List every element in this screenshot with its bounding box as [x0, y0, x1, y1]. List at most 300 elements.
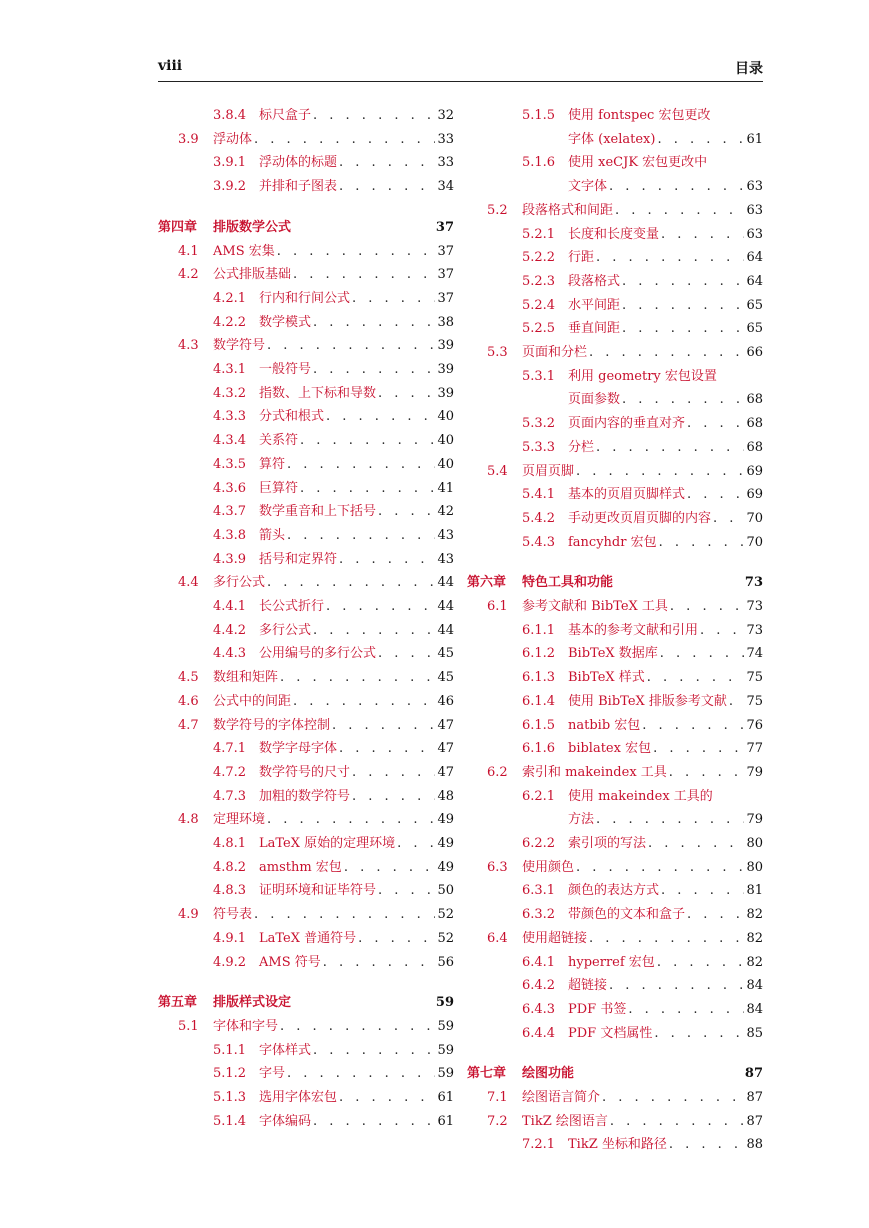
- toc-entry-title: 数学字母字体: [259, 741, 338, 757]
- toc-entry-title: 字体样式: [259, 1042, 312, 1058]
- toc-entry-number: 4.4: [178, 575, 199, 591]
- toc-entry-number: 4.2: [178, 267, 199, 283]
- toc-entry-number: 5.1.3: [213, 1090, 247, 1105]
- toc-entry-title: 箭头: [259, 527, 286, 543]
- toc-entry-title: 索引和 makeindex 工具: [522, 764, 667, 780]
- dot-leader: [339, 737, 435, 761]
- toc-entry-page: 37: [437, 290, 454, 306]
- toc-entry-title: 参考文献和 BibTeX 工具: [522, 599, 668, 614]
- dot-leader: [339, 1086, 435, 1110]
- dot-leader: [254, 903, 435, 927]
- dot-leader: [596, 246, 744, 270]
- dot-leader: [378, 500, 435, 524]
- toc-entry-number: 4.3.1: [213, 362, 247, 377]
- toc-entry-title: 数学符号的字体控制: [213, 717, 331, 733]
- toc-entry-title: 并排和子图表: [259, 179, 338, 195]
- toc-entry-title: 证明环境和证毕符号: [259, 883, 377, 899]
- toc-entry-title: 使用 fontspec 宏包更改: [568, 108, 711, 123]
- toc-entry-number: 5.3.2: [522, 416, 556, 432]
- toc-entry-title: 使用 makeindex 工具的: [568, 788, 713, 804]
- toc-entry-page: 38: [437, 314, 454, 330]
- toc-entry-number: 5.2: [487, 202, 508, 218]
- toc-entry-number: 6.4: [487, 930, 508, 946]
- toc-entry-title: 一般符号: [259, 362, 312, 377]
- toc-entry-number: 4.4.3: [213, 646, 247, 662]
- toc-entry-page: 63: [746, 202, 763, 218]
- toc-entry-page: 65: [746, 297, 763, 313]
- dot-leader: [687, 903, 744, 927]
- toc-entry-title: 公式排版基础: [213, 267, 292, 283]
- dot-leader: [647, 666, 745, 690]
- toc-entry-page: 80: [746, 859, 763, 875]
- toc-entry-number: 6.3.1: [522, 883, 556, 899]
- dot-leader: [378, 642, 435, 666]
- toc-entry-title: 加粗的数学符号: [259, 788, 351, 804]
- toc-entry-title: 行内和行间公式: [259, 290, 351, 306]
- dot-leader: [378, 879, 435, 903]
- dot-leader: [687, 412, 744, 436]
- dot-leader: [628, 998, 744, 1022]
- toc-entry-title: BibTeX 数据库: [568, 646, 658, 662]
- toc-entry-number: 5.2.4: [522, 297, 556, 313]
- toc-entry-number: 4.3.8: [213, 527, 247, 543]
- toc-entry-title: 利用 geometry 宏包设置: [568, 368, 717, 384]
- toc-entry-page: 59: [437, 1042, 454, 1058]
- toc-entry-title: 段落格式: [568, 273, 621, 289]
- toc-entry-page: 70: [746, 510, 763, 526]
- toc-entry-title: TikZ 坐标和路径: [568, 1137, 667, 1153]
- dot-leader: [609, 974, 744, 998]
- toc-entry-number: 4.4.2: [213, 622, 247, 638]
- toc-entry-number: 5.1.5: [522, 108, 556, 123]
- toc-entry-page: 61: [746, 131, 763, 147]
- toc-entry-title: BibTeX 样式: [568, 670, 645, 686]
- dot-leader: [661, 223, 744, 247]
- toc-entry-number: 6.4.1: [522, 954, 556, 970]
- toc-entry-number: 6.4.4: [522, 1025, 556, 1041]
- dot-leader: [657, 128, 744, 152]
- dot-leader: [313, 311, 435, 335]
- toc-entry-title: 数学重音和上下括号: [259, 504, 377, 520]
- toc-entry-number: 4.8.2: [213, 859, 247, 875]
- toc-entry-title: 括号和定界符: [259, 551, 338, 567]
- toc-entry-page: 39: [437, 338, 454, 354]
- toc-entry-title: 使用 BibTeX 排版参考文献: [568, 693, 727, 709]
- toc-entry-page: 70: [746, 534, 763, 550]
- toc-entry-page: 63: [746, 226, 763, 242]
- toc-entry-page: 50: [437, 883, 454, 899]
- toc-entry-number: 7.2.1: [522, 1137, 556, 1153]
- toc-entry-title: 字体编码: [259, 1113, 312, 1129]
- toc-entry-page: 79: [746, 764, 763, 780]
- toc-entry-page: 47: [437, 741, 454, 757]
- toc-entry-title: 索引项的写法: [568, 836, 647, 851]
- toc-entry-number: 第四章: [158, 219, 198, 235]
- toc-entry-number: 4.5: [178, 670, 199, 686]
- toc-entry-title: TikZ 绘图语言: [522, 1113, 608, 1129]
- toc-entry-title: 页面内容的垂直对齐: [568, 416, 686, 432]
- toc-entry-title: 绘图功能: [522, 1066, 575, 1082]
- dot-leader: [293, 263, 435, 287]
- toc-entry-number: 4.3.6: [213, 480, 247, 496]
- toc-entry-page: 87: [746, 1113, 763, 1129]
- dot-leader: [287, 453, 435, 477]
- toc-entry-number: 4.4.1: [213, 599, 247, 614]
- dot-leader: [660, 642, 745, 666]
- toc-entry-number: 6.1.1: [522, 622, 556, 638]
- toc-entry-page: 49: [437, 812, 454, 828]
- dot-leader: [326, 405, 435, 429]
- toc-entry-page: 66: [746, 345, 763, 360]
- toc-entry-title: 基本的页眉页脚样式: [568, 487, 686, 503]
- dot-leader: [300, 477, 435, 501]
- toc-entry-title: 字体和字号: [213, 1018, 279, 1034]
- toc-entry-title: 浮动体: [213, 131, 253, 147]
- dot-leader: [339, 548, 435, 572]
- toc-entry-title: 排版数学公式: [213, 219, 292, 235]
- dot-leader: [648, 832, 744, 856]
- dot-leader: [687, 483, 744, 507]
- toc-entry-page: 37: [437, 243, 454, 259]
- toc-entry-title: 字体 (xelatex): [568, 131, 656, 147]
- dot-leader: [622, 317, 744, 341]
- toc-entry-page: 44: [437, 622, 454, 638]
- toc-entry-number: 第七章: [467, 1066, 507, 1082]
- toc-entry-page: 52: [437, 907, 454, 923]
- toc-entry-number: 第六章: [467, 575, 507, 591]
- toc-entry-number: 6.2: [487, 764, 508, 780]
- dot-leader: [596, 808, 744, 832]
- toc-entry-page: 40: [437, 409, 454, 425]
- toc-entry-number: 4.1: [178, 243, 199, 259]
- toc-entry-page: 41: [437, 480, 454, 496]
- toc-entry-page: 81: [746, 883, 763, 899]
- toc-entry-number: 5.2.3: [522, 273, 556, 289]
- dot-leader: [669, 1133, 745, 1157]
- toc-entry-title: 段落格式和间距: [522, 202, 614, 218]
- toc-entry-title: 数组和矩阵: [213, 670, 279, 686]
- toc-entry-page: 82: [746, 954, 763, 970]
- toc-entry-title: 浮动体的标题: [259, 155, 338, 171]
- toc-entry-page: 74: [746, 646, 763, 662]
- toc-entry-page: 56: [437, 954, 454, 970]
- dot-leader: [267, 334, 435, 358]
- dot-leader: [653, 737, 744, 761]
- toc-entry-page: 75: [746, 693, 763, 709]
- dot-leader: [609, 175, 744, 199]
- toc-entry-page: 87: [744, 1066, 763, 1082]
- toc-entry-title: 基本的参考文献和引用: [568, 622, 699, 638]
- toc-entry-number: 6.1.4: [522, 693, 556, 709]
- dot-leader: [300, 429, 435, 453]
- toc-entry-title: 页眉页脚: [522, 463, 575, 479]
- toc-entry-number: 4.3.5: [213, 456, 247, 472]
- toc-entry-page: 37: [437, 267, 454, 283]
- toc-entry-number: 5.1.4: [213, 1113, 247, 1129]
- toc-entry-page: 64: [746, 250, 763, 266]
- running-title: 目录: [735, 61, 763, 77]
- toc-entry-number: 6.3: [487, 859, 508, 875]
- toc-entry-number: 6.1.3: [522, 670, 556, 686]
- toc-entry-number: 6.2.1: [522, 788, 556, 804]
- toc-entry-number: 3.8.4: [213, 108, 247, 123]
- toc-entry-page: 45: [437, 646, 454, 662]
- toc-entry-title: 特色工具和功能: [522, 575, 614, 591]
- toc-entry-title: 排版样式设定: [213, 995, 292, 1011]
- toc-entry-page: 33: [437, 131, 454, 147]
- dot-leader: [352, 785, 435, 809]
- toc-entry-title: 多行公式: [259, 622, 312, 638]
- toc-entry-page: 76: [746, 717, 763, 733]
- toc-entry-number: 4.8.3: [213, 883, 247, 899]
- toc-entry-title: 使用 xeCJK 宏包更改中: [568, 155, 708, 171]
- toc-entry-page: 40: [437, 433, 454, 449]
- toc-entry-page: 87: [746, 1090, 763, 1105]
- dot-leader: [669, 761, 745, 785]
- toc-entry-title: 页面和分栏: [522, 345, 588, 360]
- toc-entry-page: 52: [437, 930, 454, 946]
- toc-entry-page: 69: [746, 487, 763, 503]
- dot-leader: [576, 856, 744, 880]
- toc-entry-page: 43: [437, 527, 454, 543]
- toc-entry-title: fancyhdr 宏包: [568, 534, 657, 550]
- toc-entry-title: LaTeX 原始的定理环境: [259, 836, 396, 851]
- page-number-label: viii: [158, 58, 183, 74]
- dot-leader: [313, 358, 435, 382]
- toc-entry-page: 61: [437, 1113, 454, 1129]
- dot-leader: [610, 1110, 745, 1134]
- dot-leader: [622, 294, 744, 318]
- dot-leader: [657, 951, 745, 975]
- dot-leader: [615, 199, 744, 223]
- toc-entry-title: 手动更改页眉页脚的内容: [568, 510, 712, 526]
- toc-entry-number: 5.1.6: [522, 155, 556, 171]
- dot-leader: [287, 1062, 435, 1086]
- toc-entry-page: 84: [746, 978, 763, 994]
- dot-leader: [670, 595, 745, 619]
- dot-leader: [596, 436, 744, 460]
- toc-entry-number: 6.1.6: [522, 741, 556, 757]
- toc-entry-title: 字号: [259, 1066, 286, 1082]
- toc-entry-title: 符号表: [213, 907, 253, 923]
- toc-entry-page: 68: [746, 439, 763, 455]
- toc-entry-page: 48: [437, 788, 454, 804]
- toc-entry-number: 5.1.1: [213, 1042, 247, 1058]
- dot-leader: [287, 524, 435, 548]
- toc-entry-number: 4.6: [178, 693, 199, 709]
- dot-leader: [352, 761, 435, 785]
- toc-entry-page: 45: [437, 670, 454, 686]
- toc-entry-title: 带颜色的文本和盒子: [568, 907, 686, 923]
- dot-leader: [313, 619, 435, 643]
- toc-entry-page: 88: [746, 1137, 763, 1153]
- toc-entry-page: 79: [746, 812, 763, 828]
- toc-entry-page: 73: [746, 622, 763, 638]
- toc-entry-title: 数学符号: [213, 338, 266, 354]
- dot-leader: [339, 175, 435, 199]
- dot-leader: [267, 808, 435, 832]
- toc-entry-title: PDF 文档属性: [568, 1025, 653, 1041]
- toc-entry-page: 63: [746, 179, 763, 195]
- toc-entry-page: 37: [435, 219, 454, 235]
- toc-entry-title: 页面参数: [568, 392, 621, 408]
- toc-entry-page: 44: [437, 575, 454, 591]
- toc-entry-page: 64: [746, 273, 763, 289]
- toc-entry-number: 3.9.1: [213, 155, 247, 171]
- dot-leader: [661, 879, 744, 903]
- dot-leader: [352, 287, 435, 311]
- toc-entry-number: 5.1.2: [213, 1066, 247, 1082]
- toc-entry-title: 分式和根式: [259, 409, 325, 425]
- dot-leader: [378, 382, 435, 406]
- dot-leader: [326, 595, 435, 619]
- toc-entry-number: 5.3: [487, 345, 508, 360]
- toc-entry-number: 3.9: [178, 131, 199, 147]
- toc-entry-number: 4.3.2: [213, 385, 247, 401]
- toc-entry-page: 73: [744, 575, 763, 591]
- toc-entry-number: 5.4.1: [522, 487, 556, 503]
- toc-entry-title: PDF 书签: [568, 1001, 627, 1017]
- toc-entry-page: 42: [437, 504, 454, 520]
- toc-entry-number: 6.4.3: [522, 1001, 556, 1017]
- toc-entry-number: 4.3.9: [213, 551, 247, 567]
- toc-entry-number: 4.3.4: [213, 433, 247, 449]
- toc-entry-number: 4.7: [178, 717, 199, 733]
- toc-entry-title: 标尺盒子: [259, 108, 312, 123]
- toc-entry-number: 4.8: [178, 812, 199, 828]
- toc-entry-page: 68: [746, 392, 763, 408]
- dot-leader: [277, 240, 436, 264]
- dot-leader: [323, 951, 436, 975]
- dot-leader: [729, 690, 745, 714]
- toc-entry-number: 4.3.3: [213, 409, 247, 425]
- dot-leader: [332, 714, 435, 738]
- dot-leader: [280, 666, 435, 690]
- toc-entry-page: 46: [437, 693, 454, 709]
- toc-entry-page: 44: [437, 599, 454, 614]
- toc-entry-page: 77: [746, 741, 763, 757]
- toc-entry-number: 4.3.7: [213, 504, 247, 520]
- toc-entry-title: LaTeX 普通符号: [259, 930, 357, 946]
- toc-entry-page: 49: [437, 859, 454, 875]
- toc-entry-title: 数学符号的尺寸: [259, 764, 351, 780]
- toc-entry-number: 5.3.3: [522, 439, 556, 455]
- toc-entry-number: 4.3: [178, 338, 199, 354]
- toc-entry-page: 73: [746, 599, 763, 614]
- toc-entry-number: 4.7.1: [213, 741, 247, 757]
- toc-entry-number: 6.1.2: [522, 646, 556, 662]
- toc-entry-title: 公用编号的多行公式: [259, 646, 377, 662]
- toc-entry-page: 69: [746, 463, 763, 479]
- toc-entry-number: 6.1.5: [522, 717, 556, 733]
- dot-leader: [659, 531, 745, 555]
- dot-leader: [397, 832, 435, 856]
- toc-entry-title: 关系符: [259, 433, 299, 449]
- dot-leader: [344, 856, 436, 880]
- dot-leader: [358, 927, 435, 951]
- toc-entry-number: 第五章: [158, 995, 198, 1011]
- toc-entry-page: 68: [746, 416, 763, 432]
- toc-entry-number: 4.9: [178, 907, 199, 923]
- toc-entry-title: hyperref 宏包: [568, 954, 655, 970]
- toc-entry-number: 5.2.2: [522, 250, 556, 266]
- toc-entry-number: 4.7.3: [213, 788, 247, 804]
- toc-entry-title: 指数、上下标和导数: [259, 385, 377, 401]
- toc-entry-title: 分栏: [568, 439, 595, 455]
- toc-entry-title: 文字体: [568, 179, 608, 195]
- toc-entry-page: 32: [437, 108, 454, 123]
- toc-entry-title: 水平间距: [568, 297, 621, 313]
- dot-leader: [254, 128, 435, 152]
- toc-entry-title: 垂直间距: [568, 321, 621, 337]
- toc-entry-page: 85: [746, 1025, 763, 1041]
- toc-entry-page: 75: [746, 670, 763, 686]
- toc-entry-title: amsthm 宏包: [259, 859, 342, 875]
- toc-entry-number: 3.9.2: [213, 179, 247, 195]
- toc-entry-title: 超链接: [568, 978, 608, 994]
- toc-entry-page: 84: [746, 1001, 763, 1017]
- toc-entry-page: 39: [437, 385, 454, 401]
- toc-entry-title: 多行公式: [213, 575, 266, 591]
- toc-entry-page: 65: [746, 321, 763, 337]
- toc-entry-title: 巨算符: [259, 480, 299, 496]
- toc-entry-number: 6.3.2: [522, 907, 556, 923]
- toc-entry-title: 颜色的表达方式: [568, 883, 660, 899]
- page-header: [158, 55, 763, 82]
- toc-entry-number: 5.4.2: [522, 510, 556, 526]
- toc-entry-page: 47: [437, 764, 454, 780]
- toc-entry-title: 长度和长度变量: [568, 226, 660, 242]
- dot-leader: [313, 104, 435, 128]
- dot-leader: [576, 460, 744, 484]
- toc-entry-number: 6.2.2: [522, 836, 556, 851]
- toc-entry-title: 行距: [568, 250, 595, 266]
- toc-entry-number: 4.9.2: [213, 954, 247, 970]
- dot-leader: [267, 571, 435, 595]
- toc-entry-number: 4.8.1: [213, 836, 247, 851]
- toc-entry-number: 5.3.1: [522, 368, 556, 384]
- dot-leader: [589, 341, 744, 365]
- toc-entry-title: AMS 符号: [259, 954, 321, 970]
- dot-leader: [622, 270, 744, 294]
- toc-entry-number: 5.1: [178, 1018, 199, 1034]
- toc-entry-title: natbib 宏包: [568, 717, 641, 733]
- toc-entry-title: 数学模式: [259, 314, 312, 330]
- dot-leader: [713, 507, 744, 531]
- toc-entry-title: AMS 宏集: [213, 243, 275, 259]
- toc-entry-number: 7.1: [487, 1090, 508, 1105]
- toc-entry-title: 选用字体宏包: [259, 1090, 338, 1105]
- toc-entry-page: 47: [437, 717, 454, 733]
- toc-entry-page: 33: [437, 155, 454, 171]
- toc-entry-page: 80: [746, 836, 763, 851]
- dot-leader: [313, 1039, 435, 1063]
- toc-entry-number: 5.2.1: [522, 226, 556, 242]
- toc-entry-page: 49: [437, 836, 454, 851]
- toc-entry-number: 4.7.2: [213, 764, 247, 780]
- toc-entry-title: biblatex 宏包: [568, 741, 652, 757]
- toc-entry-title: 绘图语言简介: [522, 1090, 601, 1105]
- toc-entry-title: 算符: [259, 456, 286, 472]
- toc-entry-page: 43: [437, 551, 454, 567]
- toc-entry-title: 长公式折行: [259, 599, 325, 614]
- toc-entry-page: 34: [437, 179, 454, 195]
- dot-leader: [313, 1110, 435, 1134]
- toc-entry-page: 59: [437, 1066, 454, 1082]
- toc-entry-page: 59: [435, 995, 454, 1011]
- dot-leader: [602, 1086, 744, 1110]
- toc-entry-number: 6.1: [487, 599, 508, 614]
